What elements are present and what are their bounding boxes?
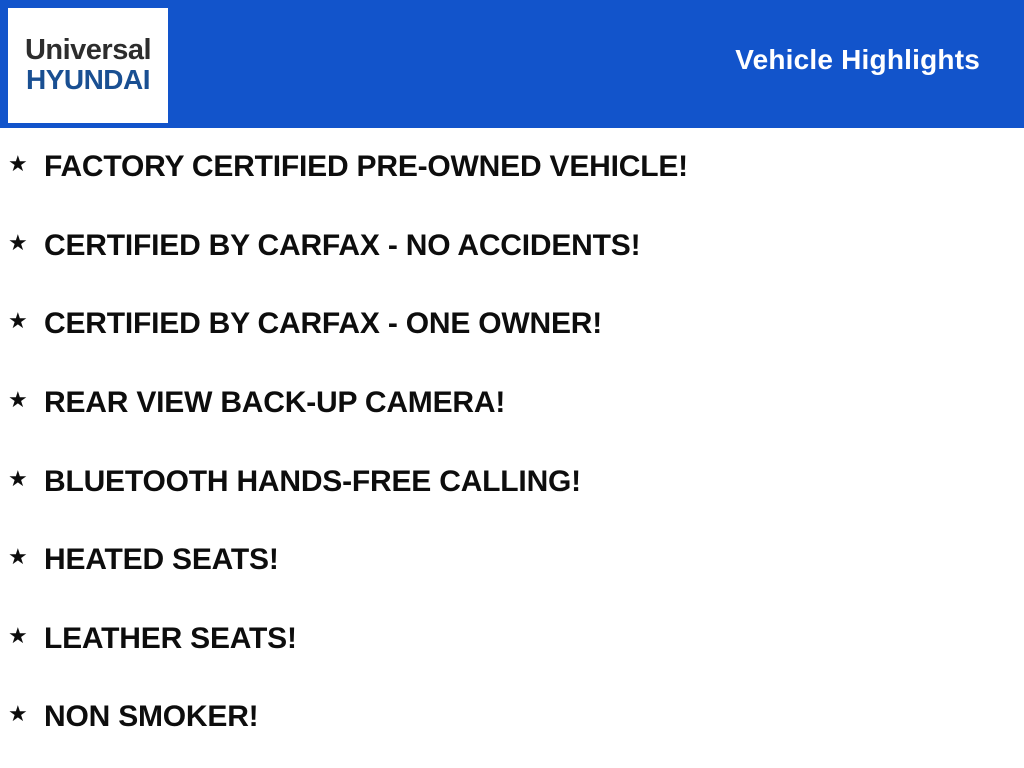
highlight-text: LEATHER SEATS! — [44, 621, 297, 655]
star-icon: ★ — [8, 544, 28, 570]
dealer-logo — [8, 8, 168, 123]
highlight-item — [0, 207, 1024, 286]
highlight-item — [0, 521, 1024, 600]
highlight-item — [0, 442, 1024, 521]
page-title: Vehicle Highlights — [735, 44, 980, 75]
star-icon: ★ — [8, 229, 28, 255]
highlight-text: FACTORY CERTIFIED PRE-OWNED VEHICLE! — [44, 150, 688, 184]
star-icon: ★ — [8, 151, 28, 177]
highlight-item — [0, 364, 1024, 443]
highlight-text: NON SMOKER! — [44, 700, 259, 734]
header-banner — [0, 0, 1024, 128]
highlight-text: CERTIFIED BY CARFAX - ONE OWNER! — [44, 307, 603, 341]
dealer-logo-brand: HYUNDAI — [25, 64, 151, 96]
highlight-text: REAR VIEW BACK-UP CAMERA! — [44, 386, 506, 420]
highlight-item — [0, 678, 1024, 757]
highlight-item — [0, 128, 1024, 207]
highlight-item — [0, 600, 1024, 679]
star-icon: ★ — [8, 622, 28, 648]
highlights-list — [0, 128, 1024, 757]
star-icon: ★ — [8, 308, 28, 334]
highlight-text: BLUETOOTH HANDS-FREE CALLING! — [44, 464, 581, 498]
highlight-text: HEATED SEATS! — [44, 543, 279, 577]
star-icon: ★ — [8, 465, 28, 491]
dealer-logo-name: Universal — [24, 34, 152, 67]
highlight-text: CERTIFIED BY CARFAX - NO ACCIDENTS! — [44, 228, 641, 262]
highlight-item — [0, 285, 1024, 364]
star-icon: ★ — [8, 701, 28, 727]
star-icon: ★ — [8, 387, 28, 413]
